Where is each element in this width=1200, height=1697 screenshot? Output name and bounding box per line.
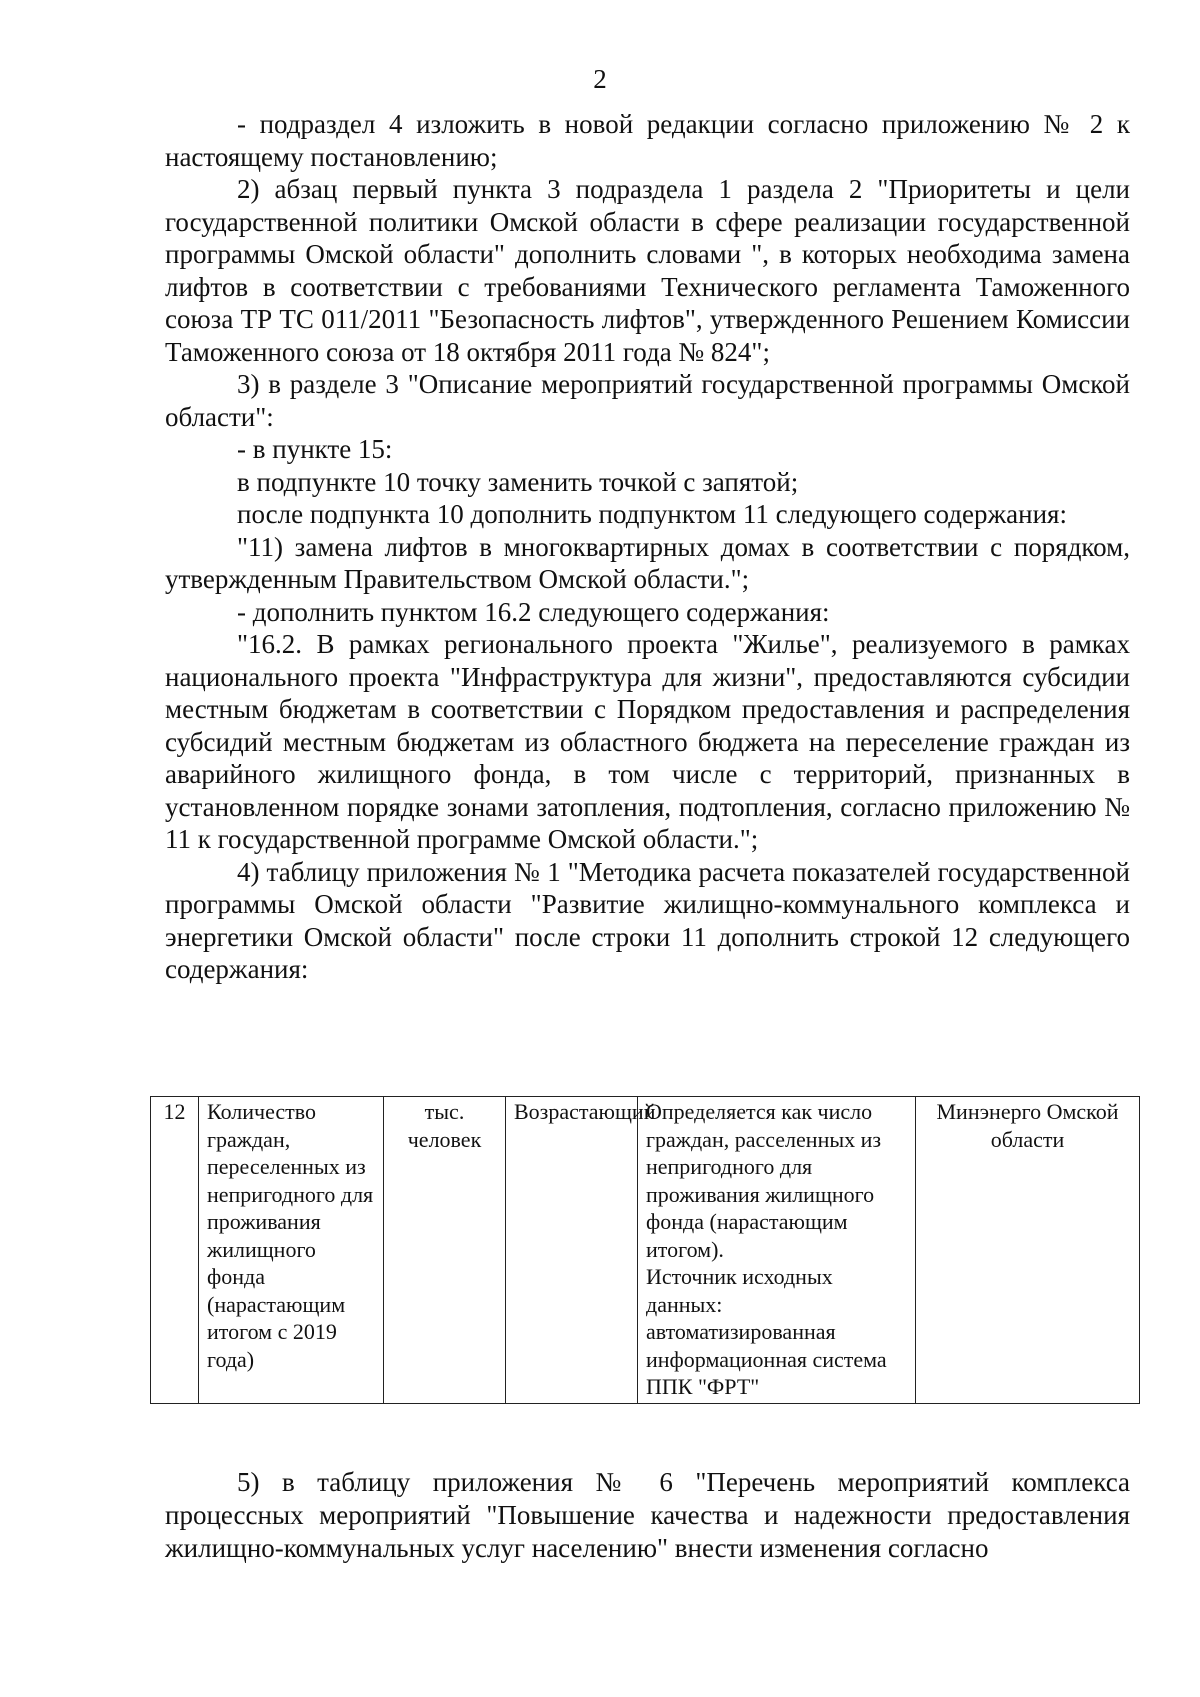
inserted-row-table [150, 1096, 1140, 1404]
calculation-method: Определяется как число граждан, расселенных из непригодного для проживания жилищного фонда (нарастающим итогом). Источник исходных данных: автоматизированная информационная система ППК "ФРТ" [638, 1097, 916, 1404]
page-number: 2 [593, 64, 607, 94]
indicator-direction: Возрастающий [506, 1097, 638, 1404]
paragraph: - в пункте 15: [237, 434, 393, 464]
paragraph: "16.2. В рамках регионального проекта "Жилье", реализуемого в рамках национального проекта "Инфраструктура для жизни", предоставляются субсидии местным бюджетам в соответствии с Порядком предоставления и распределения субсидий местным бюджетам из областного бюджета на переселение граждан из аварийного жилищного фонда, в том числе с территорий, признанных в установленном порядке зонами затопления, подтопления, согласно приложению № 11 к государственной программе Омской области."; [165, 629, 1130, 854]
paragraph: - дополнить пунктом 16.2 следующего содержания: [237, 596, 830, 627]
paragraph: 2) абзац первый пункта 3 подраздела 1 раздела 2 "Приоритеты и цели государственной политики Омской области в сфере реализации государственной программы Омской области" дополнить словами ", в которых необходима замена лифтов в соответствии с требованиями Технического регламента Таможенного союза ТР ТС 011/2011 "Безопасность лифтов", утвержденного Решением Комиссии Таможенного союза от 18 октября 2011 года № 824"; [165, 174, 1130, 367]
paragraph: в подпункте 10 точку заменить точкой с запятой; [237, 466, 799, 497]
paragraph: после подпункта 10 дополнить подпунктом 11 следующего содержания: [237, 499, 1067, 529]
paragraph: 3) в разделе 3 "Описание мероприятий государственной программы Омской области": [165, 369, 1130, 432]
responsible-body: Минэнерго Омской области [916, 1097, 1140, 1404]
row-number: 12 [151, 1097, 199, 1404]
paragraph: "11) замена лифтов в многоквартирных домах в соответствии с порядком, утвержденным Правительством Омской области."; [165, 531, 1130, 594]
paragraph: - подраздел 4 изложить в новой редакции согласно приложению № 2 к настоящему постановлению; [165, 109, 1130, 172]
paragraph: 5) в таблицу приложения № 6 "Перечень мероприятий комплекса процессных мероприятий "Повышение качества и надежности предоставления жилищно-коммунальных услуг населению" внести изменения согласно [165, 1467, 1130, 1563]
unit-of-measure: тыс. человек [384, 1097, 506, 1404]
indicator-name: Количество граждан, переселенных из непригодного для проживания жилищного фонда (нарастающим итогом с 2019 года) [199, 1097, 384, 1404]
document-body [165, 108, 1130, 986]
document-body-continued [165, 1466, 1130, 1565]
paragraph: 4) таблицу приложения № 1 "Методика расчета показателей государственной программы Омской области "Развитие жилищно-коммунального комплекса и энергетики Омской области" после строки 11 дополнить строкой 12 следующего содержания: [165, 856, 1130, 984]
table-row [151, 1097, 1140, 1404]
